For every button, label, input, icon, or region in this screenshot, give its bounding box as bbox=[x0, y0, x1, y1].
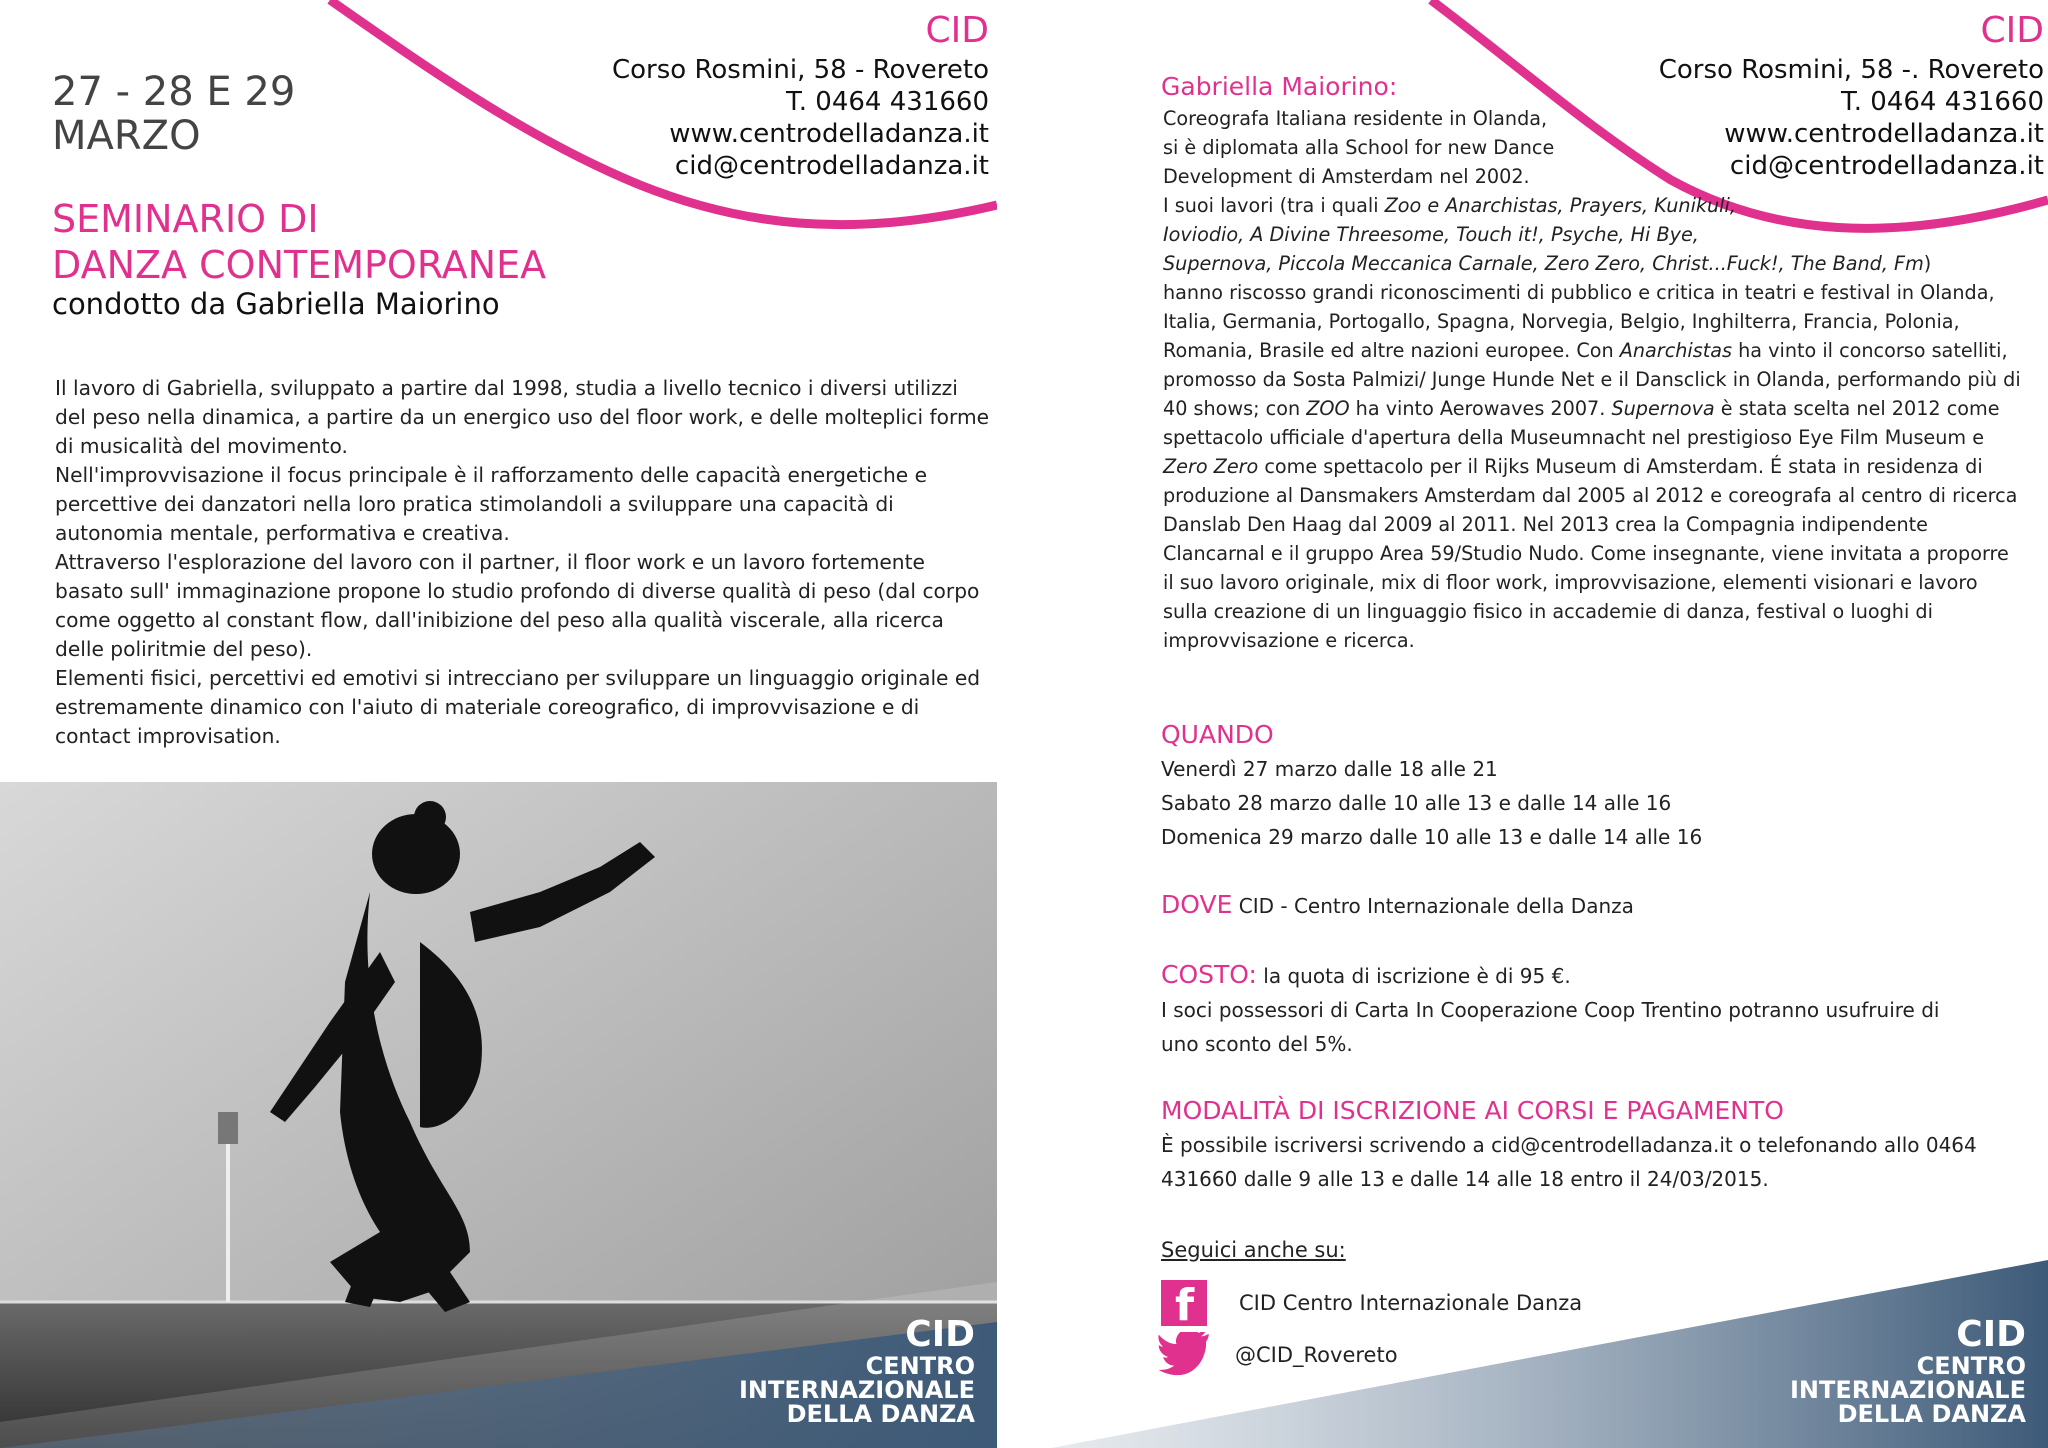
website[interactable]: www.centrodelladanza.it bbox=[1724, 119, 2044, 149]
brand-line: INTERNAZIONALE bbox=[1789, 1376, 2026, 1404]
discount-note: I soci possessori di Carta In Cooperazione Coop Trentino potranno usufruire di uno sconto del 5%. bbox=[1161, 998, 1940, 1056]
registration-text: È possibile iscriversi scrivendo a cid@centrodelladanza.it o telefonando allo 0464 431660 dalle 9 alle 13 e dalle 14 alle 18 entro il 24/03/2015. bbox=[1161, 1133, 1977, 1191]
bio-line: si è diplomata alla School for new Dance bbox=[1163, 136, 1555, 159]
event-date bbox=[52, 70, 295, 158]
bio-text-run: hanno riscosso grandi riconoscimenti di pubblico e critica in teatri e festival in Olanda, Italia, Germania, Portogallo, Spagna, Norvegia, Belgio, Inghilterra, Francia, Polonia, Romania, Brasile ed altre nazioni europee. Con bbox=[1163, 281, 1995, 362]
section-heading: DOVE bbox=[1161, 890, 1233, 919]
schedule-item: Sabato 28 marzo dalle 10 alle 13 e dalle 14 alle 16 bbox=[1161, 791, 1672, 815]
intro-paragraph: Elementi fisici, percettivi ed emotivi si intrecciano per sviluppare un linguaggio originale ed estremamente dinamico con l'aiuto di materiale coreografico, di improvvisazione e di contact improvisation. bbox=[55, 666, 981, 748]
bio-paragraph bbox=[1163, 278, 2023, 655]
brand-line: CENTRO bbox=[1916, 1352, 2026, 1380]
bio-text bbox=[1163, 104, 2023, 655]
section-heading: QUANDO bbox=[1161, 720, 1274, 749]
intro-paragraph: Attraverso l'esplorazione del lavoro con il partner, il floor work e un lavoro fortemente basato sull' immaginazione propone lo studio profondo di diverse qualità di peso (dal corpo come oggetto al constant flow, dall'inibizione del peso alla qualità viscerale, alla ricerca delle poliritmie del peso). bbox=[55, 550, 980, 661]
facebook-label[interactable]: CID Centro Internazionale Danza bbox=[1239, 1291, 1583, 1315]
follow-heading: Seguici anche su: bbox=[1161, 1238, 1346, 1262]
bio-line: Coreografa Italiana residente in Olanda, bbox=[1163, 107, 1548, 130]
left-page bbox=[0, 0, 997, 1448]
section-heading: COSTO: bbox=[1161, 960, 1257, 989]
email[interactable]: cid@centrodelladanza.it bbox=[1729, 151, 2044, 181]
bio-line: Development di Amsterdam nel 2002. bbox=[1163, 165, 1530, 188]
schedule-item: Domenica 29 marzo dalle 10 alle 13 e dalle 14 alle 16 bbox=[1161, 825, 1703, 849]
bio-text-run: è stata scelta nel 2012 come spettacolo ufficiale d'apertura della Museumnacht nel prestigioso Eye Film Museum e bbox=[1163, 397, 2000, 449]
right-page bbox=[1051, 0, 2048, 1448]
work-title: Zero Zero bbox=[1163, 455, 1259, 478]
bio-line bbox=[1163, 220, 2023, 249]
bio-text-run: I suoi lavori (tra i quali bbox=[1163, 194, 1385, 217]
twitter-label[interactable]: @CID_Rovereto bbox=[1235, 1343, 1398, 1367]
address: Corso Rosmini, 58 - Rovereto bbox=[612, 55, 989, 85]
works-list: Supernova, Piccola Meccanica Carnale, Zero Zero, Christ...Fuck!, The Band, Fm bbox=[1163, 252, 1924, 275]
section-costo bbox=[1161, 958, 1981, 1061]
brand-line: CENTRO bbox=[865, 1352, 975, 1380]
work-title: ZOO bbox=[1306, 397, 1350, 420]
work-title: Anarchistas bbox=[1619, 339, 1733, 362]
date-days: 27 - 28 E 29 bbox=[52, 69, 296, 115]
facebook-glyph: f bbox=[1175, 1280, 1195, 1331]
works-list: Ioviodio, A Divine Threesome, Touch it!, Psyche, Hi Bye, bbox=[1163, 223, 1699, 246]
intro-paragraph: Il lavoro di Gabriella, sviluppato a partire dal 1998, studia a livello tecnico i diversi utilizzi del peso nella dinamica, a partire da un energico uso del floor work, e delle molteplici forme di musicalità del movimento. bbox=[55, 376, 990, 458]
date-month: MARZO bbox=[52, 113, 201, 159]
price-text: la quota di iscrizione è di 95 €. bbox=[1263, 964, 1571, 988]
phone: T. 0464 431660 bbox=[1840, 87, 2044, 117]
bio-text-run: ) bbox=[1923, 252, 1932, 275]
work-title: Supernova bbox=[1611, 397, 1715, 420]
section-dove bbox=[1161, 888, 1634, 923]
cid-logo-text: CID bbox=[925, 10, 989, 51]
contact-block bbox=[612, 10, 989, 182]
page-gutter bbox=[997, 0, 1051, 1448]
section-modalita bbox=[1161, 1094, 1981, 1196]
cid-logo-text: CID bbox=[1980, 10, 2044, 51]
intro-paragraph: Nell'improvvisazione il focus principale è il rafforzamento delle capacità energetiche e percettive dei danzatori nella loro pratica stimolandoli a sviluppare una capacità di autonomia mentale, performativa e creativa. bbox=[55, 463, 928, 545]
bio-line bbox=[1163, 249, 2023, 278]
bio-line bbox=[1163, 191, 2023, 220]
works-list: Zoo e Anarchistas, Prayers, Kunikuli, bbox=[1384, 194, 1736, 217]
subtitle: condotto da Gabriella Maiorino bbox=[52, 287, 500, 321]
cid-brand-block bbox=[1790, 1316, 2026, 1426]
section-heading: MODALITÀ DI ISCRIZIONE AI CORSI E PAGAMENTO bbox=[1161, 1096, 1784, 1125]
bio-text-run: ha vinto il concorso satelliti, promosso da Sosta Palmizi/ Junge Hunde Net e il Dansclick in Olanda, performando più di 40 shows; con bbox=[1163, 339, 2021, 420]
section-quando bbox=[1161, 718, 1702, 854]
brand-line: INTERNAZIONALE bbox=[738, 1376, 975, 1404]
brand-name: CID bbox=[1956, 1314, 2026, 1355]
bio-text-run: ha vinto Aerowaves 2007. bbox=[1349, 397, 1612, 420]
address: Corso Rosmini, 58 -. Rovereto bbox=[1658, 55, 2044, 85]
cid-brand-block bbox=[739, 1316, 975, 1426]
brand-name: CID bbox=[905, 1314, 975, 1355]
page-title bbox=[52, 196, 546, 288]
email[interactable]: cid@centrodelladanza.it bbox=[674, 151, 989, 181]
title-line-2: DANZA CONTEMPORANEA bbox=[52, 243, 547, 287]
bio-heading: Gabriella Maiorino: bbox=[1161, 72, 1398, 101]
intro-text bbox=[55, 374, 995, 751]
brand-line: DELLA DANZA bbox=[1837, 1400, 2026, 1428]
schedule-item: Venerdì 27 marzo dalle 18 alle 21 bbox=[1161, 757, 1498, 781]
location-text: CID - Centro Internazionale della Danza bbox=[1238, 894, 1634, 918]
website[interactable]: www.centrodelladanza.it bbox=[669, 119, 989, 149]
phone: T. 0464 431660 bbox=[785, 87, 989, 117]
title-line-1: SEMINARIO DI bbox=[52, 197, 319, 241]
brand-line: DELLA DANZA bbox=[786, 1400, 975, 1428]
bio-text-run: come spettacolo per il Rijks Museum di Amsterdam. É stata in residenza di produzione al Dansmakers Amsterdam dal 2005 al 2012 e coreografa al centro di ricerca Danslab Den Haag dal 2009 al 2011. Nel 2013 crea la Compagnia indipendente Clancarnal e il gruppo Area 59/Studio Nudo. Come insegnante, viene invitata a proporre il suo lavoro originale, mix di floor work, improvvisazione, elementi visionari e lavoro sulla creazione di un linguaggio fisico in accademie di danza, festival o luoghi di improvvisazione e ricerca. bbox=[1163, 455, 2018, 652]
